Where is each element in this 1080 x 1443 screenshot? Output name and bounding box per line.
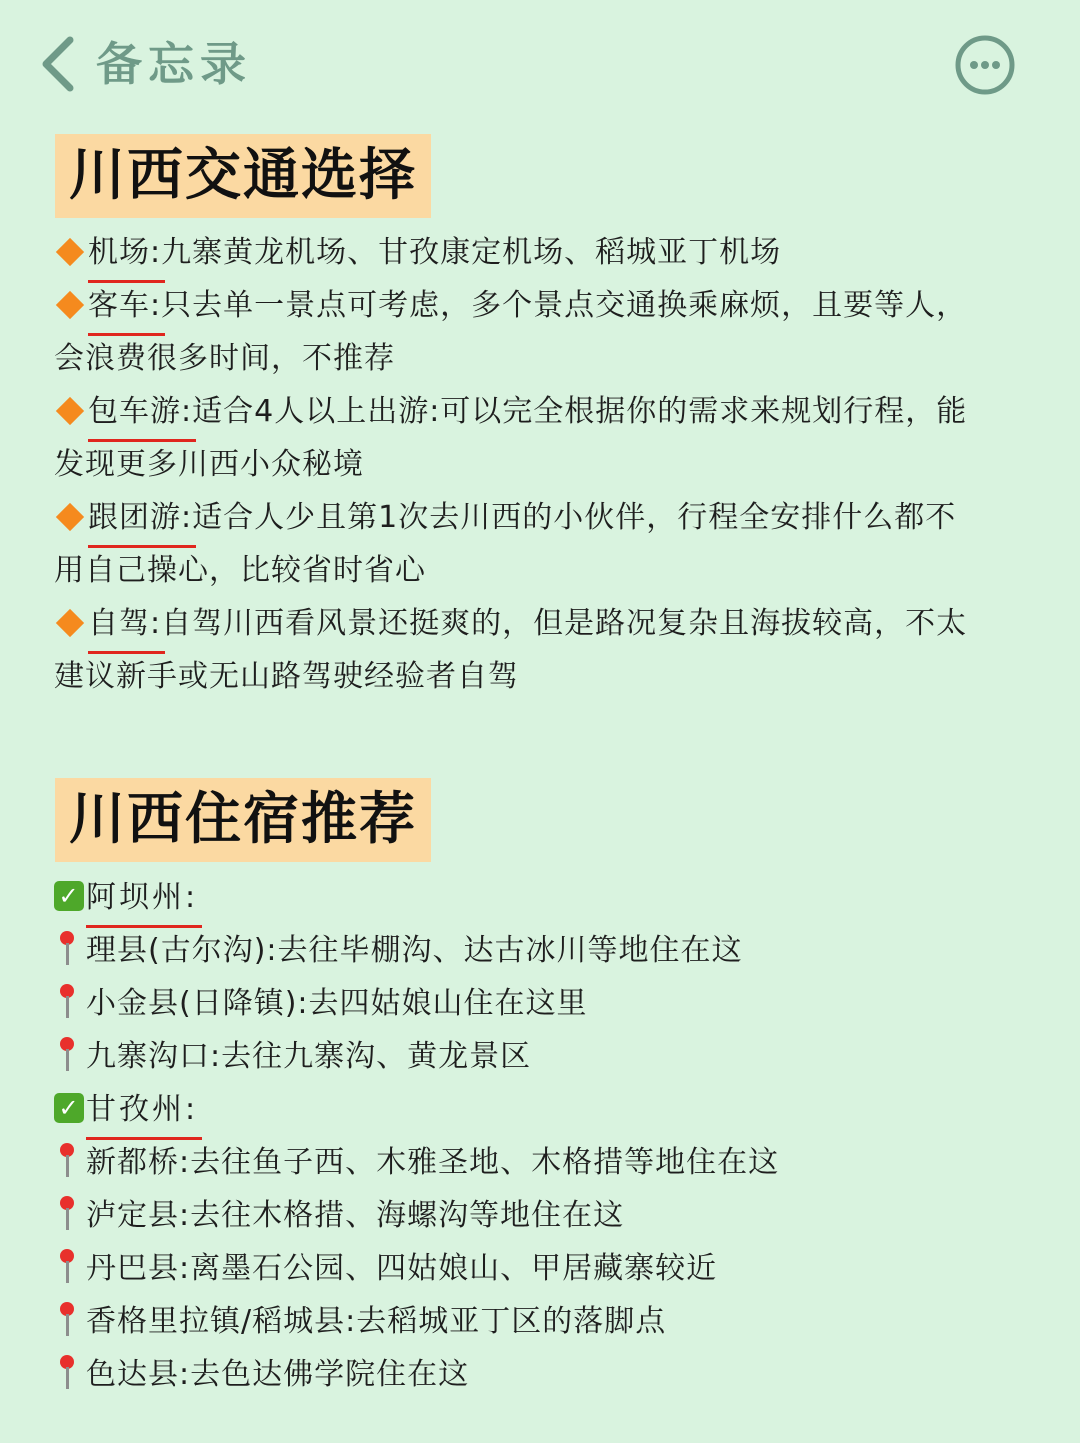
map-pin-icon: [58, 1302, 78, 1336]
orange-diamond-icon: [56, 502, 84, 530]
map-pin-icon: [58, 1355, 78, 1389]
lodging-section-title: 川西住宿推荐: [55, 778, 431, 862]
item-text: 适合4人以上出游:可以完全根据你的需求来规划行程，能: [192, 394, 968, 429]
transport-section-title: 川西交通选择: [55, 134, 431, 218]
place-item: [54, 1030, 1014, 1083]
transport-item: [54, 226, 1014, 279]
region-name: 甘孜州:: [86, 1083, 198, 1136]
item-continuation: 会浪费很多时间，不推荐: [54, 341, 395, 376]
orange-diamond-icon: [56, 396, 84, 424]
back-button[interactable]: [36, 34, 86, 94]
item-continuation: 发现更多川西小众秘境: [54, 447, 364, 482]
region-name: 阿坝州:: [86, 871, 198, 924]
place-item: [54, 1189, 1014, 1242]
item-key: 客车:: [88, 279, 161, 332]
orange-diamond-icon: [56, 237, 84, 265]
transport-item: [54, 279, 1014, 332]
item-continuation: 建议新手或无山路驾驶经验者自驾: [54, 659, 519, 694]
region-heading: [54, 871, 1014, 924]
place-item: [54, 1242, 1014, 1295]
map-pin-icon: [58, 984, 78, 1018]
place-text: 香格里拉镇/稻城县:去稻城亚丁区的落脚点: [86, 1304, 667, 1339]
orange-diamond-icon: [56, 608, 84, 636]
place-text: 色达县:去色达佛学院住在这: [86, 1357, 470, 1392]
item-continuation: 用自己操心，比较省时省心: [54, 553, 426, 588]
item-text: 自驾川西看风景还挺爽的，但是路况复杂且海拔较高，不太: [161, 606, 968, 641]
place-text: 泸定县:去往木格措、海螺沟等地住在这: [86, 1198, 625, 1233]
map-pin-icon: [58, 1196, 78, 1230]
place-item: [54, 977, 1014, 1030]
region-heading: [54, 1083, 1014, 1136]
place-text: 小金县(日降镇):去四姑娘山住在这里: [86, 986, 588, 1021]
more-button[interactable]: [954, 34, 1016, 96]
place-item: [54, 1295, 1014, 1348]
item-key: 机场:: [88, 226, 161, 279]
check-mark-icon: ✓: [54, 881, 84, 911]
map-pin-icon: [58, 1249, 78, 1283]
item-key: 跟团游:: [88, 491, 192, 544]
map-pin-icon: [58, 931, 78, 965]
map-pin-icon: [58, 1037, 78, 1071]
item-text: 适合人少且第1次去川西的小伙伴，行程全安排什么都不: [192, 500, 957, 535]
place-item: [54, 924, 1014, 977]
map-pin-icon: [58, 1143, 78, 1177]
top-bar: [0, 0, 1080, 120]
chevron-left-icon: [36, 34, 86, 94]
place-text: 九寨沟口:去往九寨沟、黄龙景区: [86, 1039, 532, 1074]
item-key: 自驾:: [88, 597, 161, 650]
place-item: [54, 1348, 1014, 1401]
item-text: 只去单一景点可考虑，多个景点交通换乘麻烦，且要等人，: [161, 288, 968, 323]
orange-diamond-icon: [56, 290, 84, 318]
transport-item: [54, 491, 1014, 544]
place-item: [54, 1136, 1014, 1189]
check-mark-icon: ✓: [54, 1093, 84, 1123]
item-key: 包车游:: [88, 385, 192, 438]
transport-item: [54, 385, 1014, 438]
more-circle-icon: [954, 34, 1016, 96]
transport-item: [54, 597, 1014, 650]
item-text: 九寨黄龙机场、甘孜康定机场、稻城亚丁机场: [161, 235, 782, 270]
place-text: 理县(古尔沟):去往毕棚沟、达古冰川等地住在这: [86, 933, 743, 968]
place-text: 新都桥:去往鱼子西、木雅圣地、木格措等地住在这: [86, 1145, 780, 1180]
app-title: 备忘录: [96, 37, 252, 91]
place-text: 丹巴县:离墨石公园、四姑娘山、甲居藏寨较近: [86, 1251, 718, 1286]
